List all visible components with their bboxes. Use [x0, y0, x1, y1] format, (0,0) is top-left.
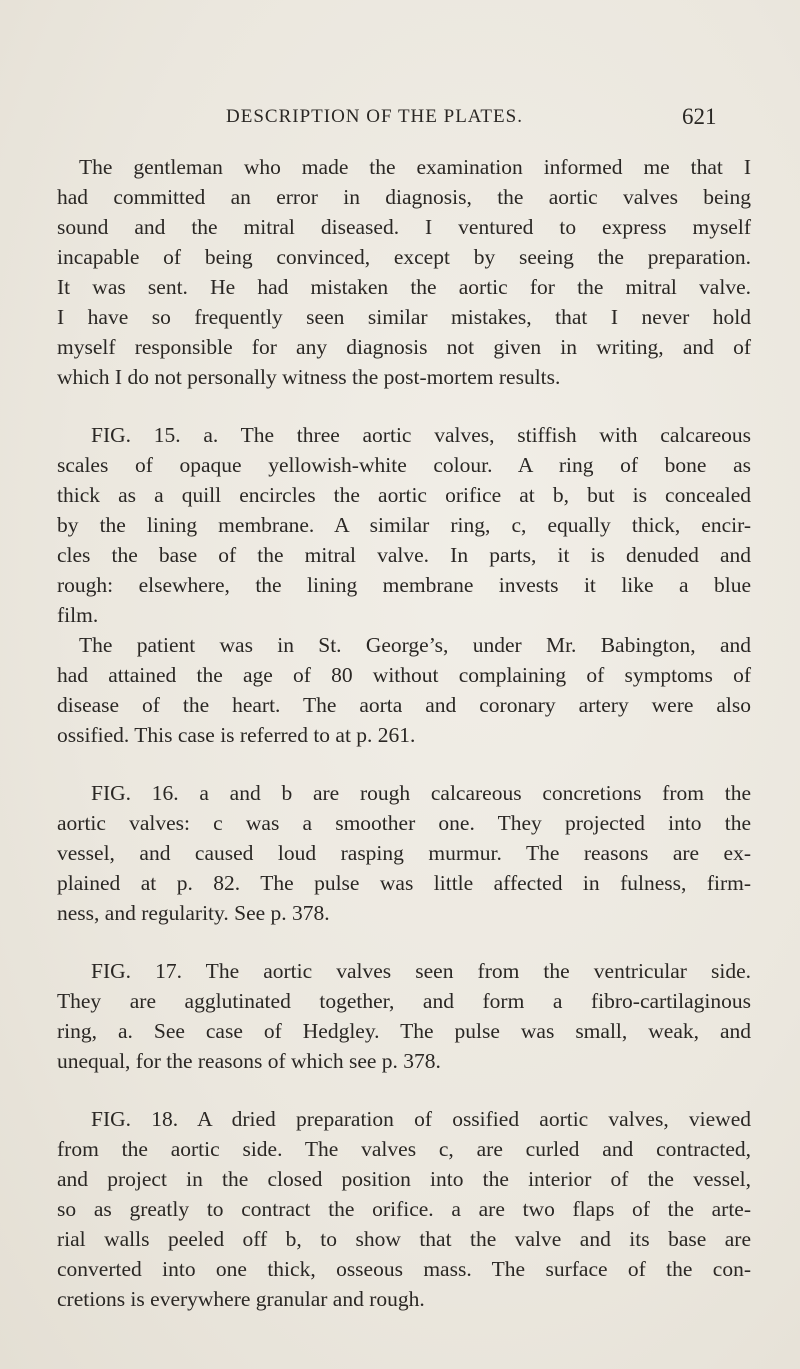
text-line: so as greatly to contract the orifice. a are two flaps of the arte- [57, 1197, 751, 1221]
fig-18-description [57, 1104, 751, 1314]
text-line: sound and the mitral diseased. I ventured to express myself [57, 215, 751, 239]
text-line: ness, and regularity. See p. 378. [57, 901, 330, 925]
text-line: I have so frequently seen similar mistakes, that I never hold [57, 305, 751, 329]
text-line: vessel, and caused loud rasping murmur. The reasons are ex- [57, 841, 751, 865]
text-line: unequal, for the reasons of which see p. 378. [57, 1049, 441, 1073]
text-line: had attained the age of 80 without complaining of symptoms of [57, 663, 751, 687]
text-line: The patient was in St. George’s, under Mr. Babington, and [79, 633, 751, 657]
paragraph-gap [57, 392, 751, 420]
text-line: cles the base of the mitral valve. In parts, it is denuded and [57, 543, 751, 567]
text-line: cretions is everywhere granular and rough. [57, 1287, 425, 1311]
text-line: aortic valves: c was a smoother one. They projected into the [57, 811, 751, 835]
text-line: which I do not personally witness the post-mortem results. [57, 365, 561, 389]
text-line: FIG. 16. a and b are rough calcareous concretions from the [91, 781, 751, 805]
text-line: It was sent. He had mistaken the aortic for the mitral valve. [57, 275, 751, 299]
text-line: ossified. This case is referred to at p. 261. [57, 723, 416, 747]
text-line: and project in the closed position into the interior of the vessel, [57, 1167, 751, 1191]
paragraph-gap [57, 1076, 751, 1104]
text-line: thick as a quill encircles the aortic orifice at b, but is concealed [57, 483, 751, 507]
text-line: The gentleman who made the examination informed me that I [79, 155, 751, 179]
page-number: 621 [682, 104, 717, 129]
text-line: converted into one thick, osseous mass. The surface of the con- [57, 1257, 751, 1281]
text-line: rial walls peeled off b, to show that the valve and its base are [57, 1227, 751, 1251]
page-body [57, 152, 751, 1314]
paragraph-gap [57, 750, 751, 778]
text-line: plained at p. 82. The pulse was little affected in fulness, firm- [57, 871, 751, 895]
text-line: ring, a. See case of Hedgley. The pulse was small, weak, and [57, 1019, 751, 1043]
text-line: They are agglutinated together, and form a fibro-cartilaginous [57, 989, 751, 1013]
fig-17-description [57, 956, 751, 1076]
page-header [0, 106, 800, 136]
text-line: had committed an error in diagnosis, the aortic valves being [57, 185, 751, 209]
fig-15-case-note [57, 630, 751, 750]
text-line: rough: elsewhere, the lining membrane invests it like a blue [57, 573, 751, 597]
text-line: myself responsible for any diagnosis not given in writing, and of [57, 335, 751, 359]
running-title: DESCRIPTION OF THE PLATES. [226, 106, 523, 127]
text-line: FIG. 15. a. The three aortic valves, stiffish with calcareous [91, 423, 751, 447]
text-line: FIG. 17. The aortic valves seen from the ventricular side. [91, 959, 751, 983]
text-line: by the lining membrane. A similar ring, c, equally thick, encir- [57, 513, 751, 537]
text-line: film. [57, 603, 99, 627]
paragraph-gap [57, 928, 751, 956]
paragraph-continuation [57, 152, 751, 392]
text-line: scales of opaque yellowish-white colour. A ring of bone as [57, 453, 751, 477]
text-line: from the aortic side. The valves c, are curled and contracted, [57, 1137, 751, 1161]
fig-16-description [57, 778, 751, 928]
fig-15-description [57, 420, 751, 630]
text-line: disease of the heart. The aorta and coronary artery were also [57, 693, 751, 717]
text-line: incapable of being convinced, except by seeing the preparation. [57, 245, 751, 269]
text-line: FIG. 18. A dried preparation of ossified aortic valves, viewed [91, 1107, 751, 1131]
